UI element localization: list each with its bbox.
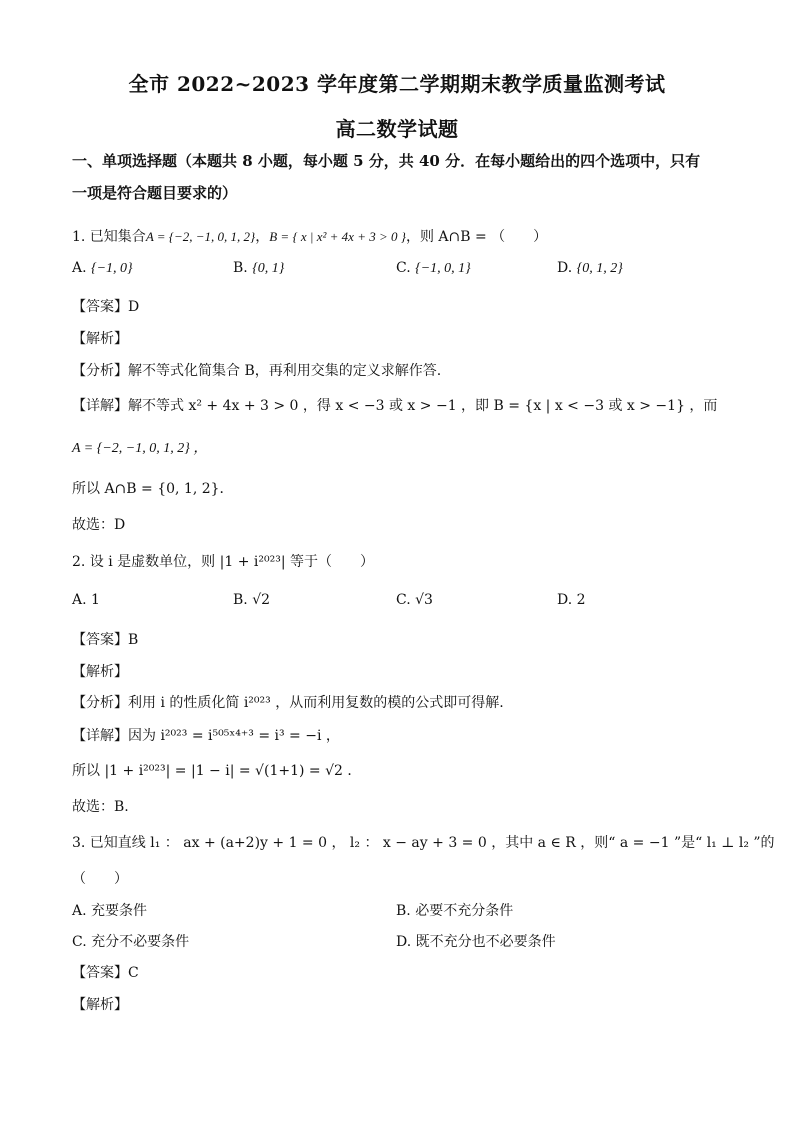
option-label: A.	[72, 592, 87, 608]
q1-detail-3: 所以 A∩B = {0, 1, 2}．	[72, 481, 234, 497]
option-text: √3	[415, 592, 433, 608]
option-label: B.	[233, 260, 248, 276]
q1-jiexi: 【解析】	[72, 331, 128, 347]
question-1-stem	[72, 226, 547, 246]
q2-answer: 【答案】B	[72, 632, 139, 648]
q2-option-c	[396, 592, 433, 608]
question-2-stem: 2. 设 i 是虚数单位，则 |1 + i²⁰²³| 等于（ ）	[72, 554, 374, 570]
q1-answer: 【答案】D	[72, 299, 140, 315]
option-text: {−1, 0, 1}	[415, 261, 471, 276]
q1-stem-prefix: 1. 已知集合	[72, 229, 146, 245]
q1-stem-suffix: ，则 A∩B = （ ）	[405, 229, 548, 245]
q1-detail: 【详解】解不等式 x² + 4x + 3 > 0 ，得 x < −3 或 x > −1 ，即 B = {x | x < −3 或 x > −1} ，而	[72, 398, 718, 414]
q2-detail-2: 所以 |1 + i²⁰²³| = |1 − i| = √(1+1) = √2 ．	[72, 763, 362, 779]
option-label: A.	[72, 903, 87, 919]
q1-option-c	[396, 260, 471, 277]
option-text: 2	[576, 592, 586, 608]
q3-option-d	[396, 931, 556, 951]
option-label: C.	[396, 592, 411, 608]
q1-analysis: 【分析】解不等式化简集合 B，再利用交集的定义求解作答.	[72, 363, 442, 379]
q1-set-a: A = {−2, −1, 0, 1, 2}	[145, 229, 256, 244]
q2-option-b	[233, 592, 270, 608]
q2-choose: 故选：B.	[72, 799, 129, 815]
q3-paren: （ ）	[72, 871, 128, 887]
q3-option-b	[396, 900, 513, 920]
q1-option-b	[233, 260, 284, 277]
option-text: 必要不充分条件	[415, 903, 514, 919]
option-text: 充要条件	[91, 903, 148, 919]
option-label: C.	[396, 260, 411, 276]
q2-jiexi: 【解析】	[72, 664, 128, 680]
section-heading-line1: 一、单项选择题（本题共 8 小题，每小题 5 分，共 40 分．在每小题给出的四个选项中，只有	[72, 152, 701, 170]
option-label: A.	[72, 260, 87, 276]
option-text: {0, 1, 2}	[576, 261, 623, 276]
option-label: B.	[396, 903, 411, 919]
option-text: 既不充分也不必要条件	[415, 934, 556, 950]
option-label: D.	[557, 260, 573, 276]
exam-title: 全市 2022~2023 学年度第二学期期末教学质量监测考试	[128, 72, 666, 96]
option-text: 充分不必要条件	[91, 934, 190, 950]
option-label: D.	[557, 592, 573, 608]
option-text: {0, 1}	[252, 261, 285, 276]
q3-answer: 【答案】C	[72, 965, 139, 981]
section-heading-line2: 一项是符合题目要求的）	[72, 184, 238, 202]
q3-option-c	[72, 931, 189, 951]
q2-detail: 【详解】因为 i²⁰²³ = i⁵⁰⁵ˣ⁴⁺³ = i³ = −i ，	[72, 728, 340, 744]
q3-option-a	[72, 900, 147, 920]
option-text: {−1, 0}	[91, 261, 133, 276]
exam-subtitle: 高二数学试题	[335, 117, 459, 141]
q1-detail-2: A = {−2, −1, 0, 1, 2} ，	[72, 441, 208, 456]
q1-choose: 故选：D	[72, 517, 126, 533]
q1-option-a	[72, 260, 133, 277]
q1-option-d	[557, 260, 623, 277]
option-text: 1	[91, 592, 100, 608]
question-3-stem: 3. 已知直线 l₁ ： ax + (a+2)y + 1 = 0 ， l₂ ： x − ay + 3 = 0 ，其中 a ∈ R ，则“ a = −1 ”是“ l₁ ⊥ l₂ ”的	[72, 835, 775, 851]
option-label: D.	[396, 934, 412, 950]
q2-option-a	[72, 592, 100, 608]
option-label: C.	[72, 934, 87, 950]
q1-comma: ，	[255, 229, 270, 245]
q1-set-b: B = { x | x² + 4x + 3 > 0 }	[269, 229, 406, 244]
option-text: √2	[252, 592, 271, 608]
q3-jiexi: 【解析】	[72, 997, 128, 1013]
q2-analysis: 【分析】利用 i 的性质化简 i²⁰²³ ，从而利用复数的模的公式即可得解.	[72, 695, 504, 711]
q2-option-d	[557, 592, 586, 608]
option-label: B.	[233, 592, 248, 608]
